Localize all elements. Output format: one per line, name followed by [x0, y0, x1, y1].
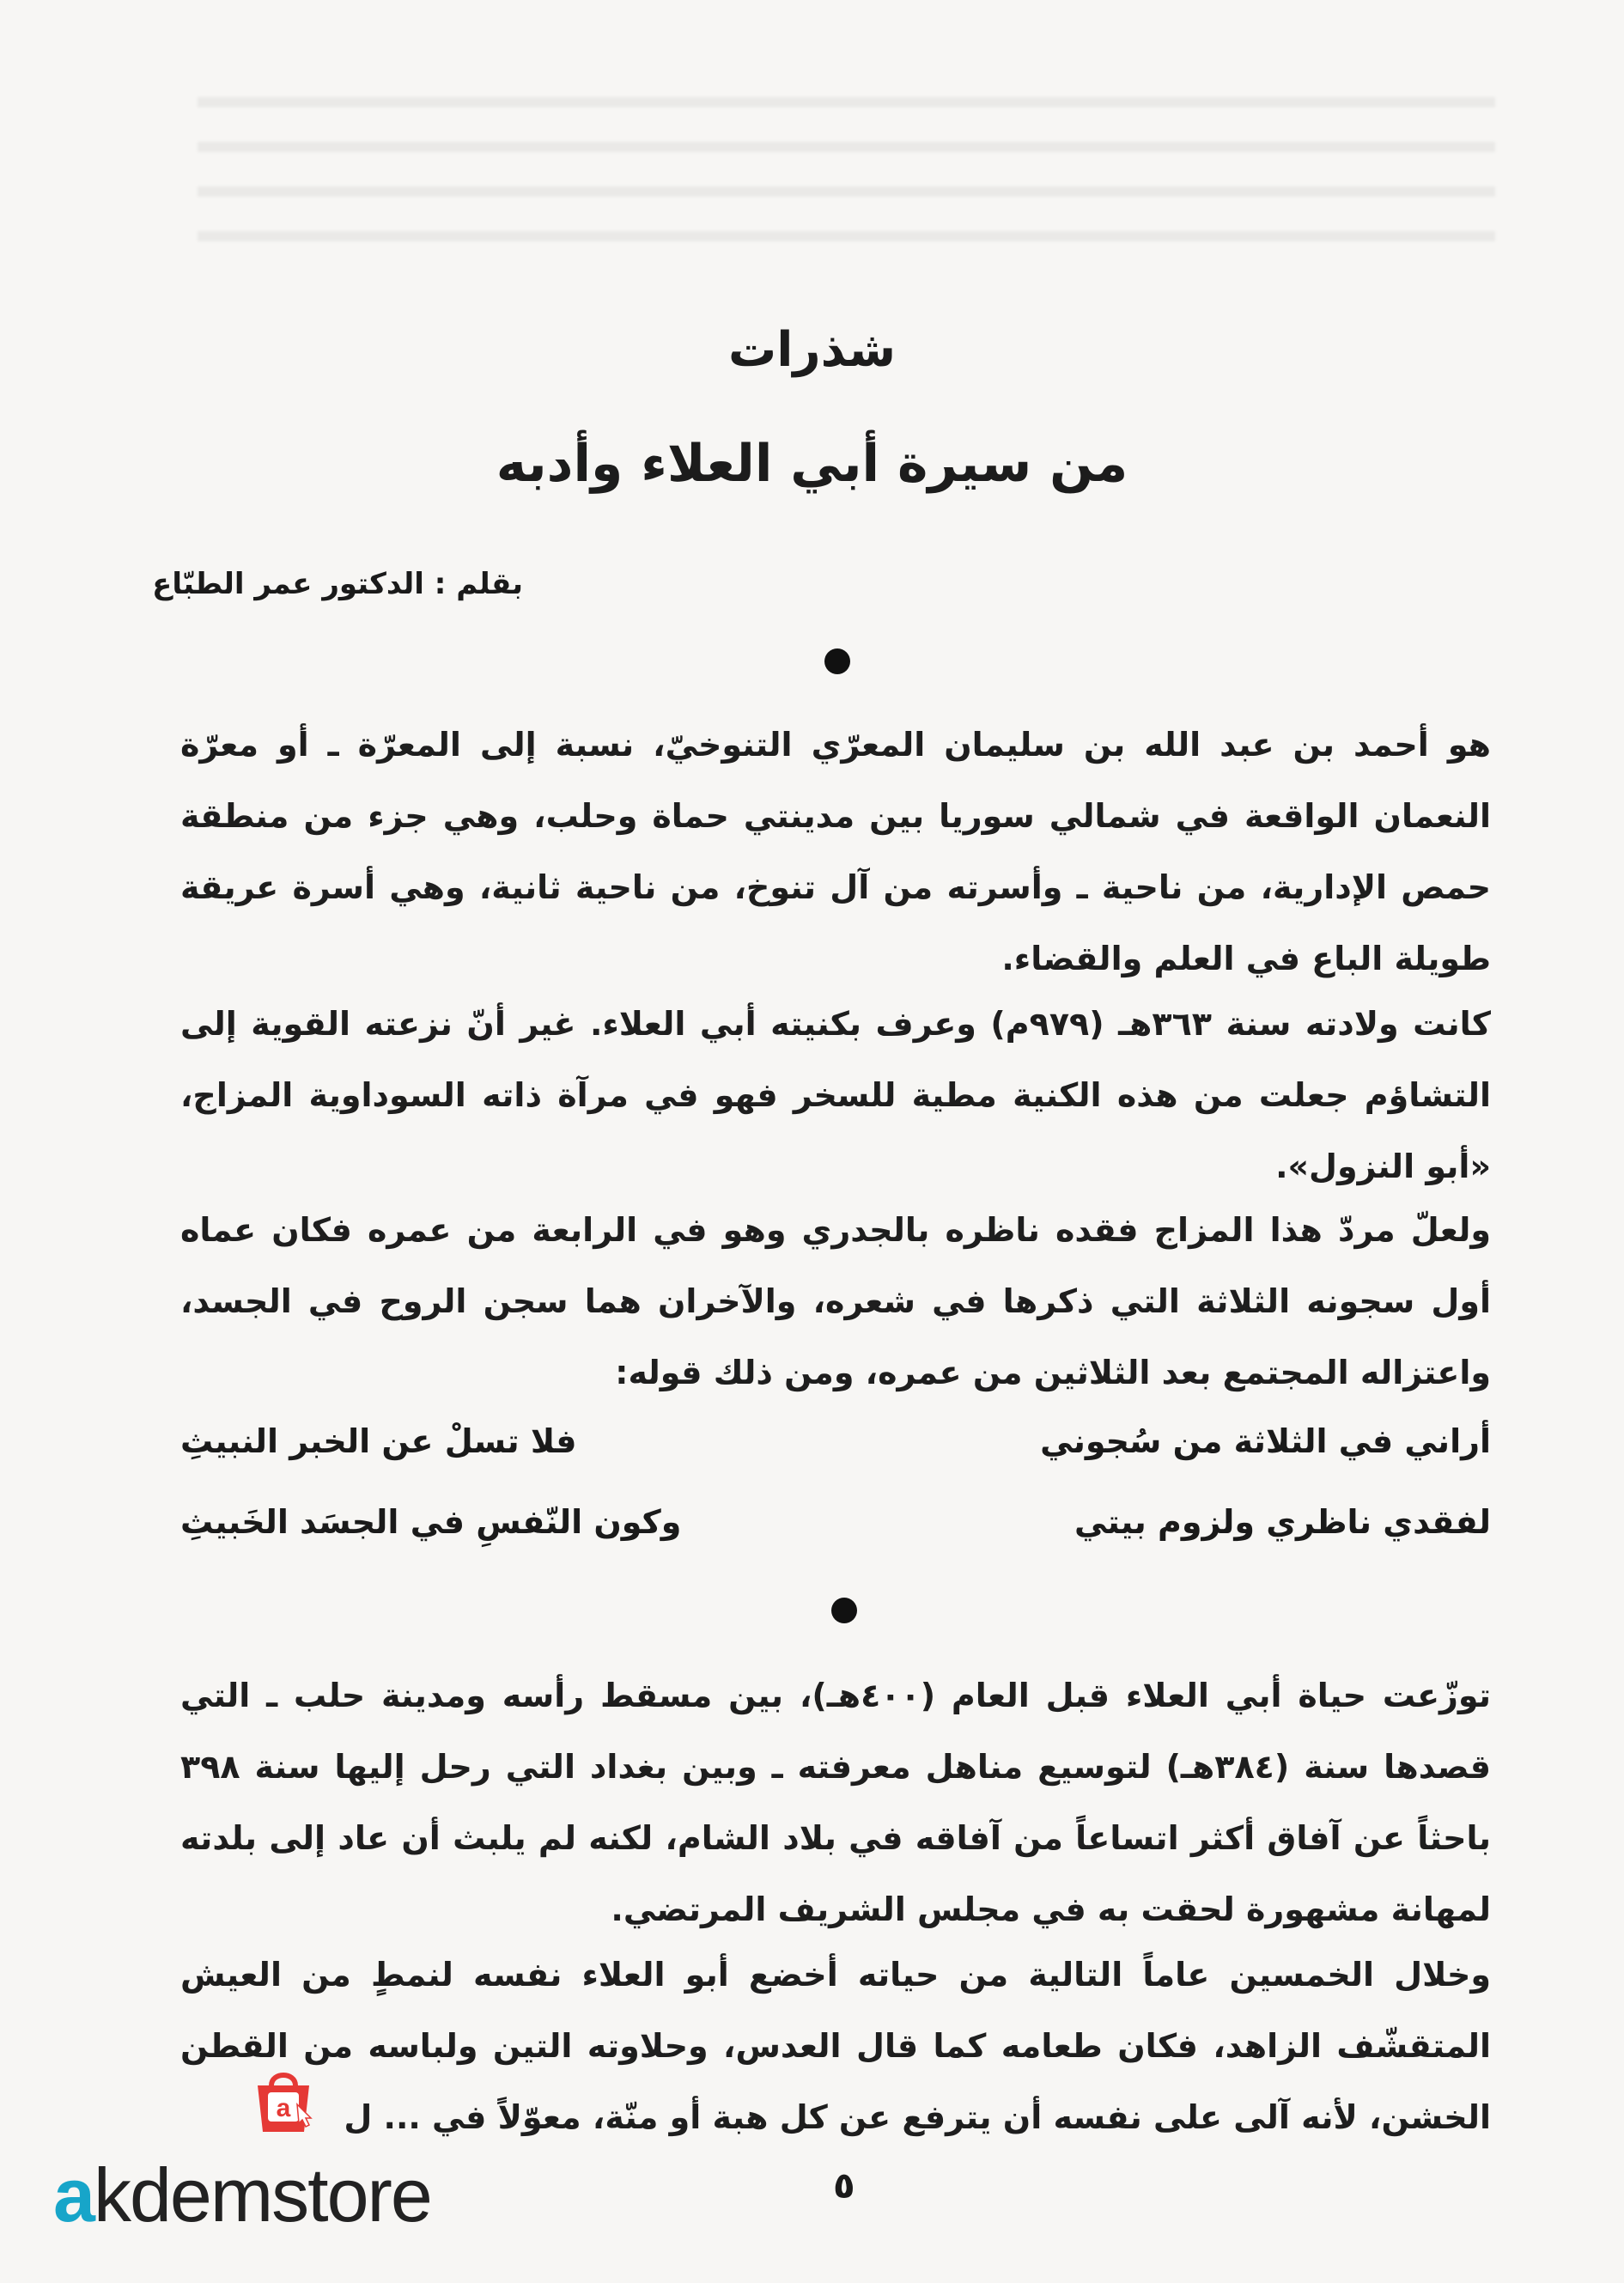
- verse-second-hemistich: وكون النّفسِ في الجسَد الخَبيثِ: [180, 1503, 682, 1541]
- poem-verse: [180, 1422, 1491, 1491]
- poem-verse: [180, 1503, 1491, 1572]
- page-title: شذرات: [727, 322, 897, 378]
- section-divider-dot: [824, 648, 850, 674]
- verse-first-hemistich: لفقدي ناظري ولزوم بيتي: [1074, 1503, 1491, 1541]
- store-watermark: [53, 2152, 431, 2239]
- paragraph: كانت ولادته سنة ٣٦٣هـ (٩٧٩م) وعرف بكنيته أبي العلاء. غير أنّ نزعته القوية إلى التشاؤم جعلت من هذه الكنية مطية للسخر فهو في مرآة ذاته السوداوية المزاج، «أبو النزول».: [180, 1005, 1491, 1185]
- bleed-through-text: [198, 82, 1495, 253]
- author-byline: بقلم : الدكتور عمر الطبّاع: [152, 567, 523, 601]
- badge-letter: a: [276, 2094, 291, 2122]
- page-subtitle: من سيرة أبي العلاء وأدبه: [496, 434, 1128, 494]
- brand-initial: a: [53, 2152, 94, 2237]
- store-logo-icon: [246, 2061, 321, 2137]
- paragraph: توزّعت حياة أبي العلاء قبل العام (٤٠٠هـ)، بين مسقط رأسه ومدينة حلب ـ التي قصدها سنة (٣٨٤هـ) لتوسيع مناهل معرفته ـ وبين بغداد التي رحل إليها سنة ٣٩٨ باحثاً عن آفاق أكثر اتساعاً من آفاقه في بلاد الشام، لكنه لم يلبث أن عاد إلى بلدته لمهانة مشهورة لحقت به في مجلس الشريف المرتضي.: [180, 1677, 1491, 1928]
- paragraph: ولعلّ مردّ هذا المزاج فقده ناظره بالجدري وهو في الرابعة من عمره فكان عماه أول سجونه الثلاثة التي ذكرها في شعره، والآخران هما سجن الروح في الجسد، واعتزاله المجتمع بعد الثلاثين من عمره، ومن ذلك قوله:: [180, 1211, 1491, 1391]
- section-divider-dot: [831, 1598, 857, 1623]
- verse-first-hemistich: أراني في الثلاثة من سُجوني: [1040, 1422, 1491, 1460]
- brand-name: kdemstore: [93, 2152, 431, 2237]
- paragraph: هو أحمد بن عبد الله بن سليمان المعرّي التنوخيّ، نسبة إلى المعرّة ـ أو معرّة النعمان الواقعة في شمالي سوريا بين مدينتي حماة وحلب، وهي جزء من منطقة حمص الإدارية، من ناحية ـ وأسرته من آل تنوخ، من ناحية ثانية، وهي أسرة عريقة طويلة الباع في العلم والقضاء.: [180, 726, 1491, 977]
- paragraph: وخلال الخمسين عاماً التالية من حياته أخضع أبو العلاء نفسه لنمطٍ من العيش المتقشّف الزاهد، فكان طعامه كما قال العدس، وحلاوته التين ولباسه من القطن الخشن، لأنه آلى على نفسه أن يترفع عن كل هبة أو منّة، معوّلاً في ... ل: [180, 1956, 1491, 2136]
- page-number: ٥: [833, 2164, 855, 2207]
- verse-second-hemistich: فلا تسلْ عن الخبر النبيثِ: [180, 1422, 577, 1460]
